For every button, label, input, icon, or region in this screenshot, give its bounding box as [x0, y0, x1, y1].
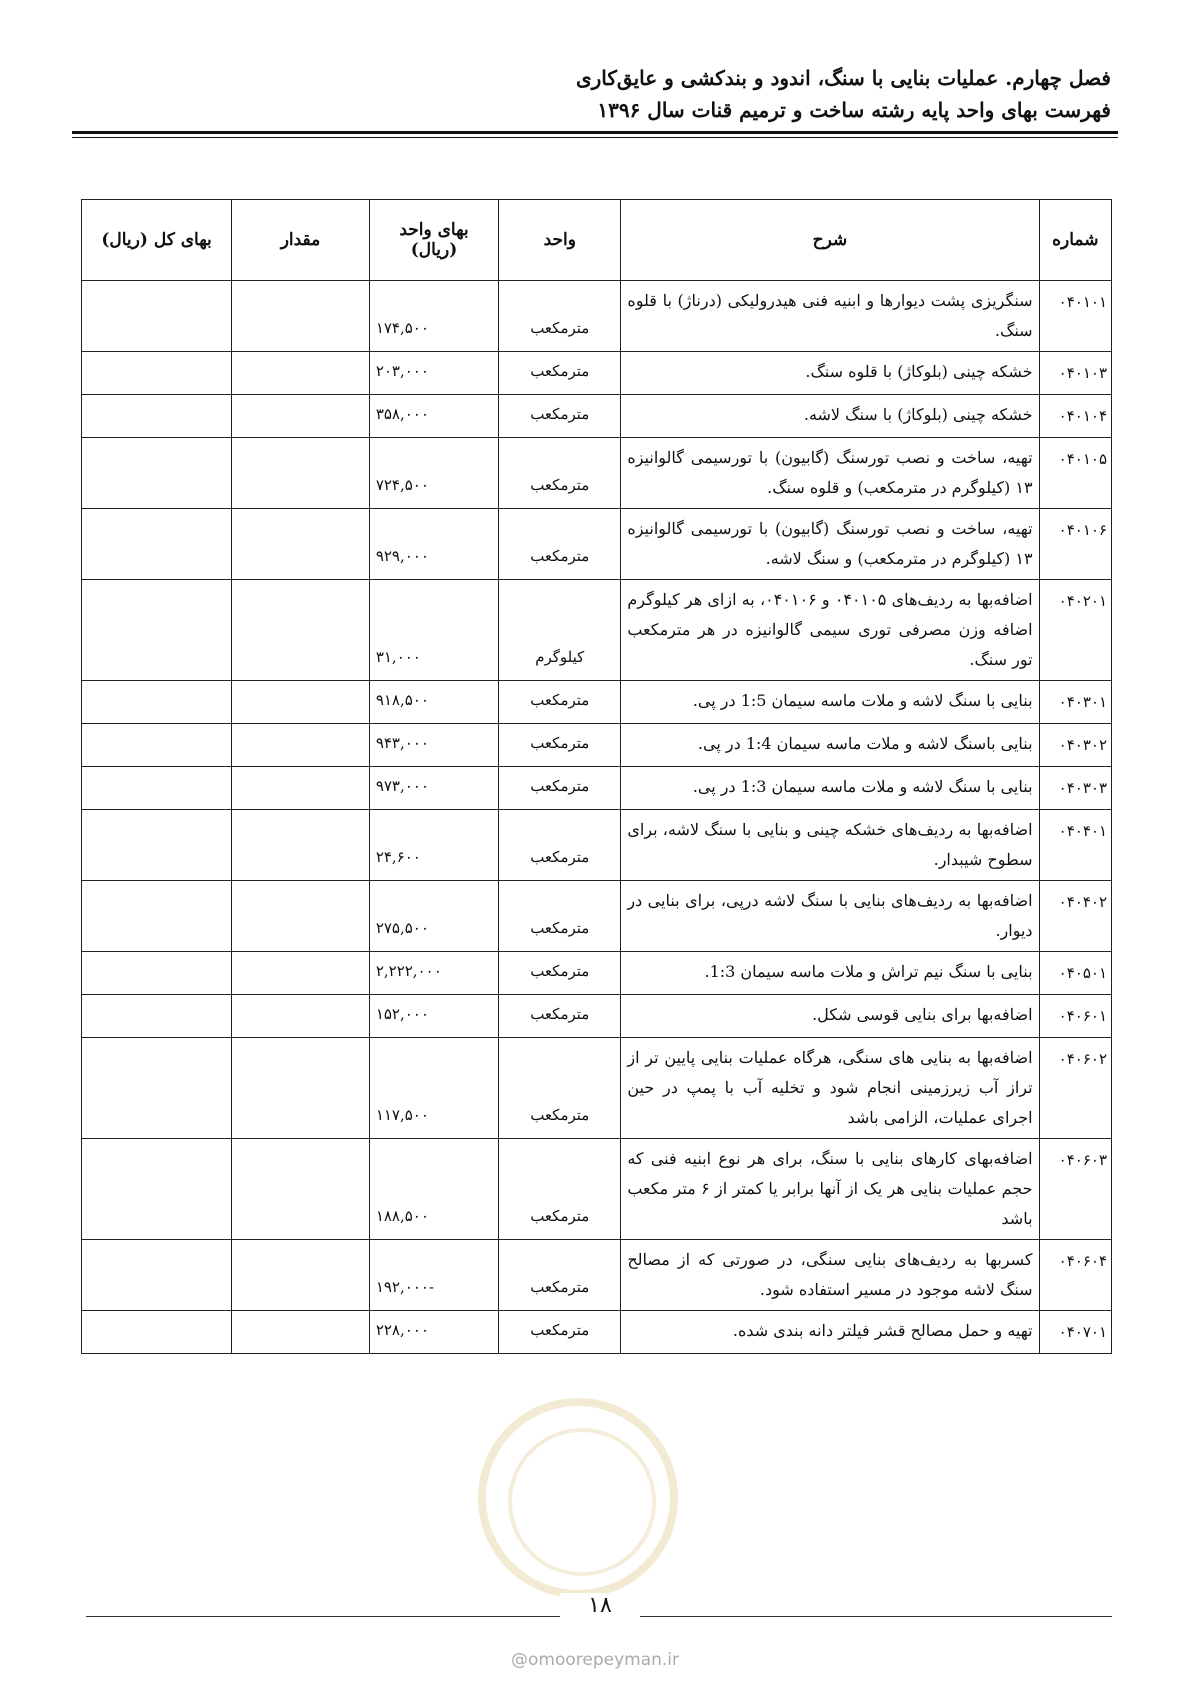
table-row	[82, 395, 1112, 438]
item-unit-price: ۷۲۴,۵۰۰	[369, 438, 498, 509]
table-row	[82, 580, 1112, 681]
item-description: کسربها به ردیف‌های بنایی سنگی، در صورتی که از مصالح سنگ لاشه موجود در مسیر استفاده شود.	[621, 1240, 1039, 1311]
item-description: سنگریزی پشت دیوارها و ابنیه فنی هیدرولیکی (درناژ) با قلوه سنگ.	[621, 281, 1039, 352]
header-divider	[72, 131, 1118, 134]
stamp-watermark	[478, 1398, 678, 1598]
item-unit: مترمکعب	[499, 1240, 621, 1311]
item-unit: مترمکعب	[499, 681, 621, 724]
item-description: اضافه‌بها به ردیف‌های خشکه چینی و بنایی با سنگ لاشه، برای سطوح شیبدار.	[621, 810, 1039, 881]
item-quantity	[232, 580, 370, 681]
item-unit-price: ۲۰۳,۰۰۰	[369, 352, 498, 395]
item-unit-price: ۲۲۸,۰۰۰	[369, 1311, 498, 1354]
item-quantity	[232, 352, 370, 395]
item-code: ۰۴۰۶۰۴	[1039, 1240, 1111, 1311]
item-description: تهیه، ساخت و نصب تورسنگ (گابیون) با تورسیمی گالوانیزه ۱۳ (کیلوگرم در مترمکعب) و قلوه سنگ.	[621, 438, 1039, 509]
item-total-price	[82, 352, 232, 395]
item-code: ۰۴۰۷۰۱	[1039, 1311, 1111, 1354]
page-header	[71, 62, 1111, 126]
item-unit: مترمکعب	[499, 438, 621, 509]
table-row	[82, 724, 1112, 767]
item-unit-price: ۱۷۴,۵۰۰	[369, 281, 498, 352]
item-code: ۰۴۰۱۰۵	[1039, 438, 1111, 509]
item-unit: مترمکعب	[499, 1038, 621, 1139]
item-description: بنایی با سنگ نیم تراش و ملات ماسه سیمان 1:3.	[621, 952, 1039, 995]
item-quantity	[232, 1240, 370, 1311]
item-quantity	[232, 395, 370, 438]
list-title: فهرست بهای واحد پایه رشته ساخت و ترمیم قنات سال ۱۳۹۶	[597, 98, 1111, 122]
item-total-price	[82, 767, 232, 810]
item-description: اضافه‌بها به بنایی های سنگی، هرگاه عملیات بنایی پایین تر از تراز آب زیرزمینی انجام شود و تخلیه آب با پمپ در حین اجرای عملیات، الزامی باشد	[621, 1038, 1039, 1139]
item-description: تهیه و حمل مصالح قشر فیلتر دانه بندی شده.	[621, 1311, 1039, 1354]
item-description: بنایی با سنگ لاشه و ملات ماسه سیمان 1:5 در پی.	[621, 681, 1039, 724]
item-code: ۰۴۰۵۰۱	[1039, 952, 1111, 995]
item-code: ۰۴۰۳۰۱	[1039, 681, 1111, 724]
item-unit: مترمکعب	[499, 509, 621, 580]
item-description: اضافه‌بها به ردیف‌های ۰۴۰۱۰۵ و ۰۴۰۱۰۶، به ازای هر کیلوگرم اضافه وزن مصرفی توری سیمی گالوانیزه در هر مترمکعب تور سنگ.	[621, 580, 1039, 681]
table-row	[82, 810, 1112, 881]
table-row	[82, 1139, 1112, 1240]
item-total-price	[82, 1240, 232, 1311]
column-header-description: شرح	[621, 200, 1039, 281]
table-row	[82, 952, 1112, 995]
item-unit: مترمکعب	[499, 1311, 621, 1354]
item-total-price	[82, 1311, 232, 1354]
item-unit-price: ۲۴,۶۰۰	[369, 810, 498, 881]
item-code: ۰۴۰۴۰۲	[1039, 881, 1111, 952]
table-row	[82, 767, 1112, 810]
item-unit-price: ۱۱۷,۵۰۰	[369, 1038, 498, 1139]
table-row	[82, 352, 1112, 395]
item-unit-price: ۹۱۸,۵۰۰	[369, 681, 498, 724]
item-unit: مترمکعب	[499, 881, 621, 952]
column-header-total-price: بهای کل (ریال)	[82, 200, 232, 281]
item-total-price	[82, 952, 232, 995]
column-header-unit: واحد	[499, 200, 621, 281]
item-unit-price: -۱۹۲,۰۰۰	[369, 1240, 498, 1311]
item-unit: مترمکعب	[499, 724, 621, 767]
item-unit: مترمکعب	[499, 395, 621, 438]
item-total-price	[82, 1038, 232, 1139]
item-quantity	[232, 681, 370, 724]
item-unit-price: ۹۲۹,۰۰۰	[369, 509, 498, 580]
item-total-price	[82, 810, 232, 881]
item-code: ۰۴۰۶۰۱	[1039, 995, 1111, 1038]
column-header-unit-price	[369, 200, 498, 281]
item-unit: مترمکعب	[499, 952, 621, 995]
item-unit-price: ۱۵۲,۰۰۰	[369, 995, 498, 1038]
item-unit-price: ۹۴۳,۰۰۰	[369, 724, 498, 767]
header-divider-thin	[72, 137, 1118, 138]
item-quantity	[232, 952, 370, 995]
table-row	[82, 509, 1112, 580]
item-total-price	[82, 881, 232, 952]
item-total-price	[82, 580, 232, 681]
column-header-quantity: مقدار	[232, 200, 370, 281]
page-number: ۱۸	[560, 1593, 640, 1619]
item-quantity	[232, 810, 370, 881]
table-row	[82, 1311, 1112, 1354]
table-row	[82, 1240, 1112, 1311]
item-quantity	[232, 767, 370, 810]
item-description: تهیه، ساخت و نصب تورسنگ (گابیون) با تورسیمی گالوانیزه ۱۳ (کیلوگرم در مترمکعب) و سنگ لاشه.	[621, 509, 1039, 580]
item-unit: مترمکعب	[499, 810, 621, 881]
item-unit: مترمکعب	[499, 281, 621, 352]
table-row	[82, 681, 1112, 724]
item-quantity	[232, 1038, 370, 1139]
item-code: ۰۴۰۴۰۱	[1039, 810, 1111, 881]
item-unit-price: ۹۷۳,۰۰۰	[369, 767, 498, 810]
item-total-price	[82, 281, 232, 352]
item-description: بنایی باسنگ لاشه و ملات ماسه سیمان 1:4 در پی.	[621, 724, 1039, 767]
item-total-price	[82, 395, 232, 438]
item-description: بنایی با سنگ لاشه و ملات ماسه سیمان 1:3 در پی.	[621, 767, 1039, 810]
item-unit: مترمکعب	[499, 995, 621, 1038]
item-description: اضافه‌بها برای بنایی قوسی شکل.	[621, 995, 1039, 1038]
item-unit-price: ۱۸۸,۵۰۰	[369, 1139, 498, 1240]
item-unit: کیلوگرم	[499, 580, 621, 681]
unit-price-label: بهای واحد	[399, 220, 469, 240]
item-total-price	[82, 438, 232, 509]
item-total-price	[82, 995, 232, 1038]
item-description: خشکه چینی (بلوکاژ) با سنگ لاشه.	[621, 395, 1039, 438]
table-row	[82, 438, 1112, 509]
table-header-row	[82, 200, 1112, 281]
item-code: ۰۴۰۳۰۳	[1039, 767, 1111, 810]
table-row	[82, 1038, 1112, 1139]
item-quantity	[232, 438, 370, 509]
item-code: ۰۴۰۱۰۴	[1039, 395, 1111, 438]
chapter-title: فصل چهارم. عملیات بنایی با سنگ، اندود و بندکشی و عایق‌کاری	[575, 66, 1111, 90]
item-code: ۰۴۰۶۰۲	[1039, 1038, 1111, 1139]
item-code: ۰۴۰۱۰۱	[1039, 281, 1111, 352]
item-total-price	[82, 681, 232, 724]
item-unit-price: ۲,۲۲۲,۰۰۰	[369, 952, 498, 995]
item-code: ۰۴۰۶۰۳	[1039, 1139, 1111, 1240]
item-code: ۰۴۰۱۰۶	[1039, 509, 1111, 580]
item-unit: مترمکعب	[499, 352, 621, 395]
item-total-price	[82, 509, 232, 580]
item-quantity	[232, 281, 370, 352]
table-row	[82, 995, 1112, 1038]
item-code: ۰۴۰۲۰۱	[1039, 580, 1111, 681]
table-row	[82, 281, 1112, 352]
item-unit: مترمکعب	[499, 1139, 621, 1240]
item-code: ۰۴۰۱۰۳	[1039, 352, 1111, 395]
item-quantity	[232, 509, 370, 580]
item-description: اضافه‌بها به ردیف‌های بنایی با سنگ لاشه درپی، برای بنایی در دیوار.	[621, 881, 1039, 952]
item-unit-price: ۳۱,۰۰۰	[369, 580, 498, 681]
price-table	[81, 199, 1112, 1354]
item-quantity	[232, 1311, 370, 1354]
item-total-price	[82, 1139, 232, 1240]
table-row	[82, 881, 1112, 952]
item-description: خشکه چینی (بلوکاژ) با قلوه سنگ.	[621, 352, 1039, 395]
watermark-site: @omoorepeyman.ir	[510, 1650, 680, 1670]
column-header-code: شماره	[1039, 200, 1111, 281]
item-quantity	[232, 724, 370, 767]
item-quantity	[232, 995, 370, 1038]
item-description: اضافه‌بهای کارهای بنایی با سنگ، برای هر نوع ابنیه فنی که حجم عملیات بنایی هر یک از آنها برابر یا کمتر از ۶ متر مکعب باشد	[621, 1139, 1039, 1240]
item-unit-price: ۲۷۵,۵۰۰	[369, 881, 498, 952]
item-quantity	[232, 881, 370, 952]
item-unit: مترمکعب	[499, 767, 621, 810]
item-unit-price: ۳۵۸,۰۰۰	[369, 395, 498, 438]
item-total-price	[82, 724, 232, 767]
item-code: ۰۴۰۳۰۲	[1039, 724, 1111, 767]
unit-price-currency: (ریال)	[410, 240, 458, 260]
item-quantity	[232, 1139, 370, 1240]
